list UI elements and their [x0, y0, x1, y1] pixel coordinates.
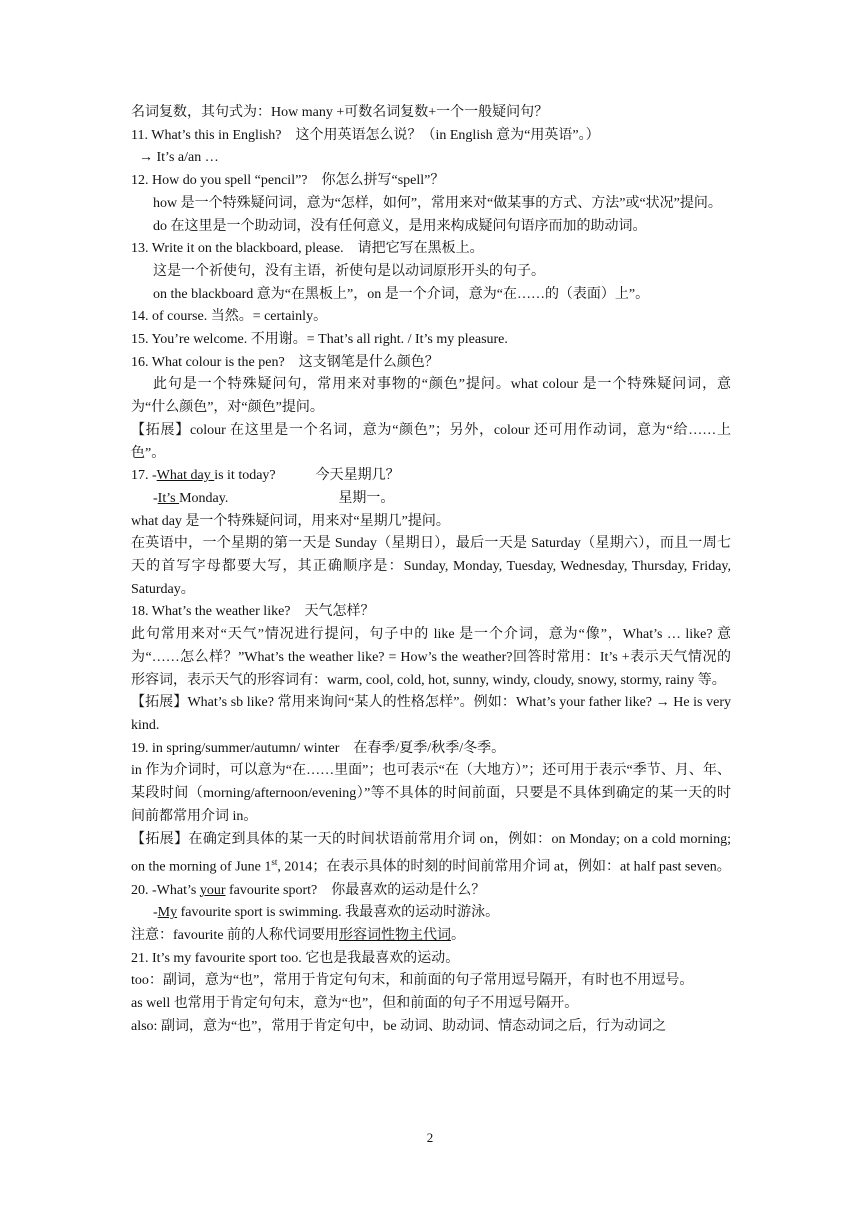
- extension-note: 【拓展】colour 在这里是一个名词，意为“颜色”；另外，colour 还可用作动词，意为“给……上色”。: [131, 422, 731, 461]
- item-19-heading: 19. in spring/summer/autumn/ winter 在春季/夏季/秋季/冬季。: [131, 740, 506, 756]
- text-span: 20. -What’s: [131, 882, 200, 898]
- underlined-text: It’s: [157, 490, 180, 506]
- item-15-heading: 15. You’re welcome. 不用谢。= That’s all right. / It’s my pleasure.: [131, 332, 508, 348]
- underlined-text: 形容词性物主代词: [339, 927, 452, 943]
- text-span: favourite sport is swimming. 我最喜欢的运动时游泳。: [177, 905, 500, 921]
- paragraph: 这是一个祈使句，没有主语，祈使句是以动词原形开头的句子。: [153, 263, 545, 279]
- text-span: is it today?: [214, 468, 276, 484]
- item-18-heading: 18. What’s the weather like? 天气怎样？: [131, 604, 375, 620]
- paragraph: 在英语中，一个星期的第一天是 Sunday（星期日），最后一天是 Saturday（星期六），而且一周七天的首写字母都要大写，其正确顺序是：Sunday, Monday, Tuesday, Wednesday, Thursday, Friday, Saturday。: [131, 536, 731, 597]
- item-11-heading: 11. What’s this in English? 这个用英语怎么说？（in English 意为“用英语”。）: [131, 127, 600, 143]
- paragraph: as well 也常用于肯定句句末，意为“也”，但和前面的句子不用逗号隔开。: [131, 996, 579, 1012]
- paragraph: also: 副词，意为“也”，常用于肯定句中，be 动词、助动词、情态动词之后，行为动词之: [131, 1018, 667, 1034]
- item-17-question: [131, 465, 731, 488]
- item-17-answer: [131, 488, 731, 511]
- paragraph: what day 是一个特殊疑问词，用来对“星期几”提问。: [131, 513, 450, 529]
- text-span: favourite sport? 你最喜欢的运动是什么？: [225, 882, 486, 898]
- underlined-text: My: [157, 905, 178, 921]
- arrow-line: → It’s a/an …: [139, 150, 219, 166]
- translation: 今天星期几？: [315, 468, 400, 484]
- item-13-heading: 13. Write it on the blackboard, please. 请把它写在黑板上。: [131, 241, 484, 257]
- superscript: st: [271, 857, 278, 868]
- text-span: 17. -: [131, 468, 157, 484]
- text-span: 注意：favourite 前的人称代词要用: [131, 927, 340, 943]
- item-14-heading: 14. of course. 当然。= certainly。: [131, 309, 328, 325]
- text-line: 名词复数，其句式为：How many +可数名词复数+一个一般疑问句？: [131, 105, 549, 120]
- text-span: 【拓展】在确定到具体的某一天的时间状语前常用介词 on，例如：on Monday; on a cold morning; on the morning of June 1: [131, 831, 731, 875]
- item-20-question: [131, 880, 731, 903]
- text-span: , 2014；在表示具体的时刻的时间前常用介词 at，例如：at half past seven。: [277, 859, 731, 875]
- paragraph: in 作为介词时，可以意为“在……里面”；也可表示“在（大地方）”；还可用于表示“季节、月、年、某段时间（morning/afternoon/evening）”等不具体的时间前面，只要是不具体到确定的某一天的时间前都常用介词 in。: [131, 763, 731, 824]
- text-span: -: [153, 490, 158, 506]
- item-20-answer: [131, 902, 731, 925]
- item-12-heading: 12. How do you spell “pencil”? 你怎么拼写“spell”？: [131, 173, 445, 189]
- paragraph: on the blackboard 意为“在黑板上”，on 是一个介词，意为“在……的（表面）上”。: [153, 286, 650, 302]
- text-span: 。: [451, 927, 466, 943]
- paragraph: do 在这里是一个助动词，没有任何意义，是用来构成疑问句语序而加的助动词。: [153, 218, 647, 234]
- text-span: Monday.: [179, 490, 229, 506]
- paragraph: 此句是一个特殊疑问句，常用来对事物的“颜色”提问。what colour 是一个特殊疑问词，意为“什么颜色”，对“颜色”提问。: [131, 377, 731, 416]
- item-16-heading: 16. What colour is the pen? 这支钢笔是什么颜色？: [131, 354, 439, 370]
- page-number: 2: [426, 1130, 434, 1145]
- text-span: -: [153, 905, 158, 921]
- paragraph: too：副词，意为“也”，常用于肯定句句末，和前面的句子常用逗号隔开，有时也不用逗号。: [131, 973, 694, 989]
- note-line: [131, 925, 731, 948]
- underlined-text: your: [199, 882, 226, 898]
- extension-note: 【拓展】What’s sb like? 常用来询问“某人的性格怎样”。例如：What’s your father like? → He is very kind.: [131, 695, 731, 733]
- underlined-text: What day: [156, 468, 215, 484]
- paragraph: how 是一个特殊疑问词，意为“怎样，如何”，常用来对“做某事的方式、方法”或“状况”提问。: [153, 195, 722, 211]
- translation: 星期一。: [338, 490, 395, 506]
- paragraph: 此句常用来对“天气”情况进行提问，句子中的 like 是一个介词，意为“像”，What’s … like? 意为“……怎么样？”What’s the weather like? = How’s the weather?回答时常用：It’s +表示天气情况的形容词，表示天气的形容词有：warm, cool, cold, hot, sunny, windy, cloudy, snowy, stormy, rainy 等。: [131, 627, 731, 688]
- item-21-heading: 21. It’s my favourite sport too. 它也是我最喜欢的运动。: [131, 950, 460, 966]
- document-page: [131, 102, 731, 1038]
- extension-note: [131, 829, 731, 880]
